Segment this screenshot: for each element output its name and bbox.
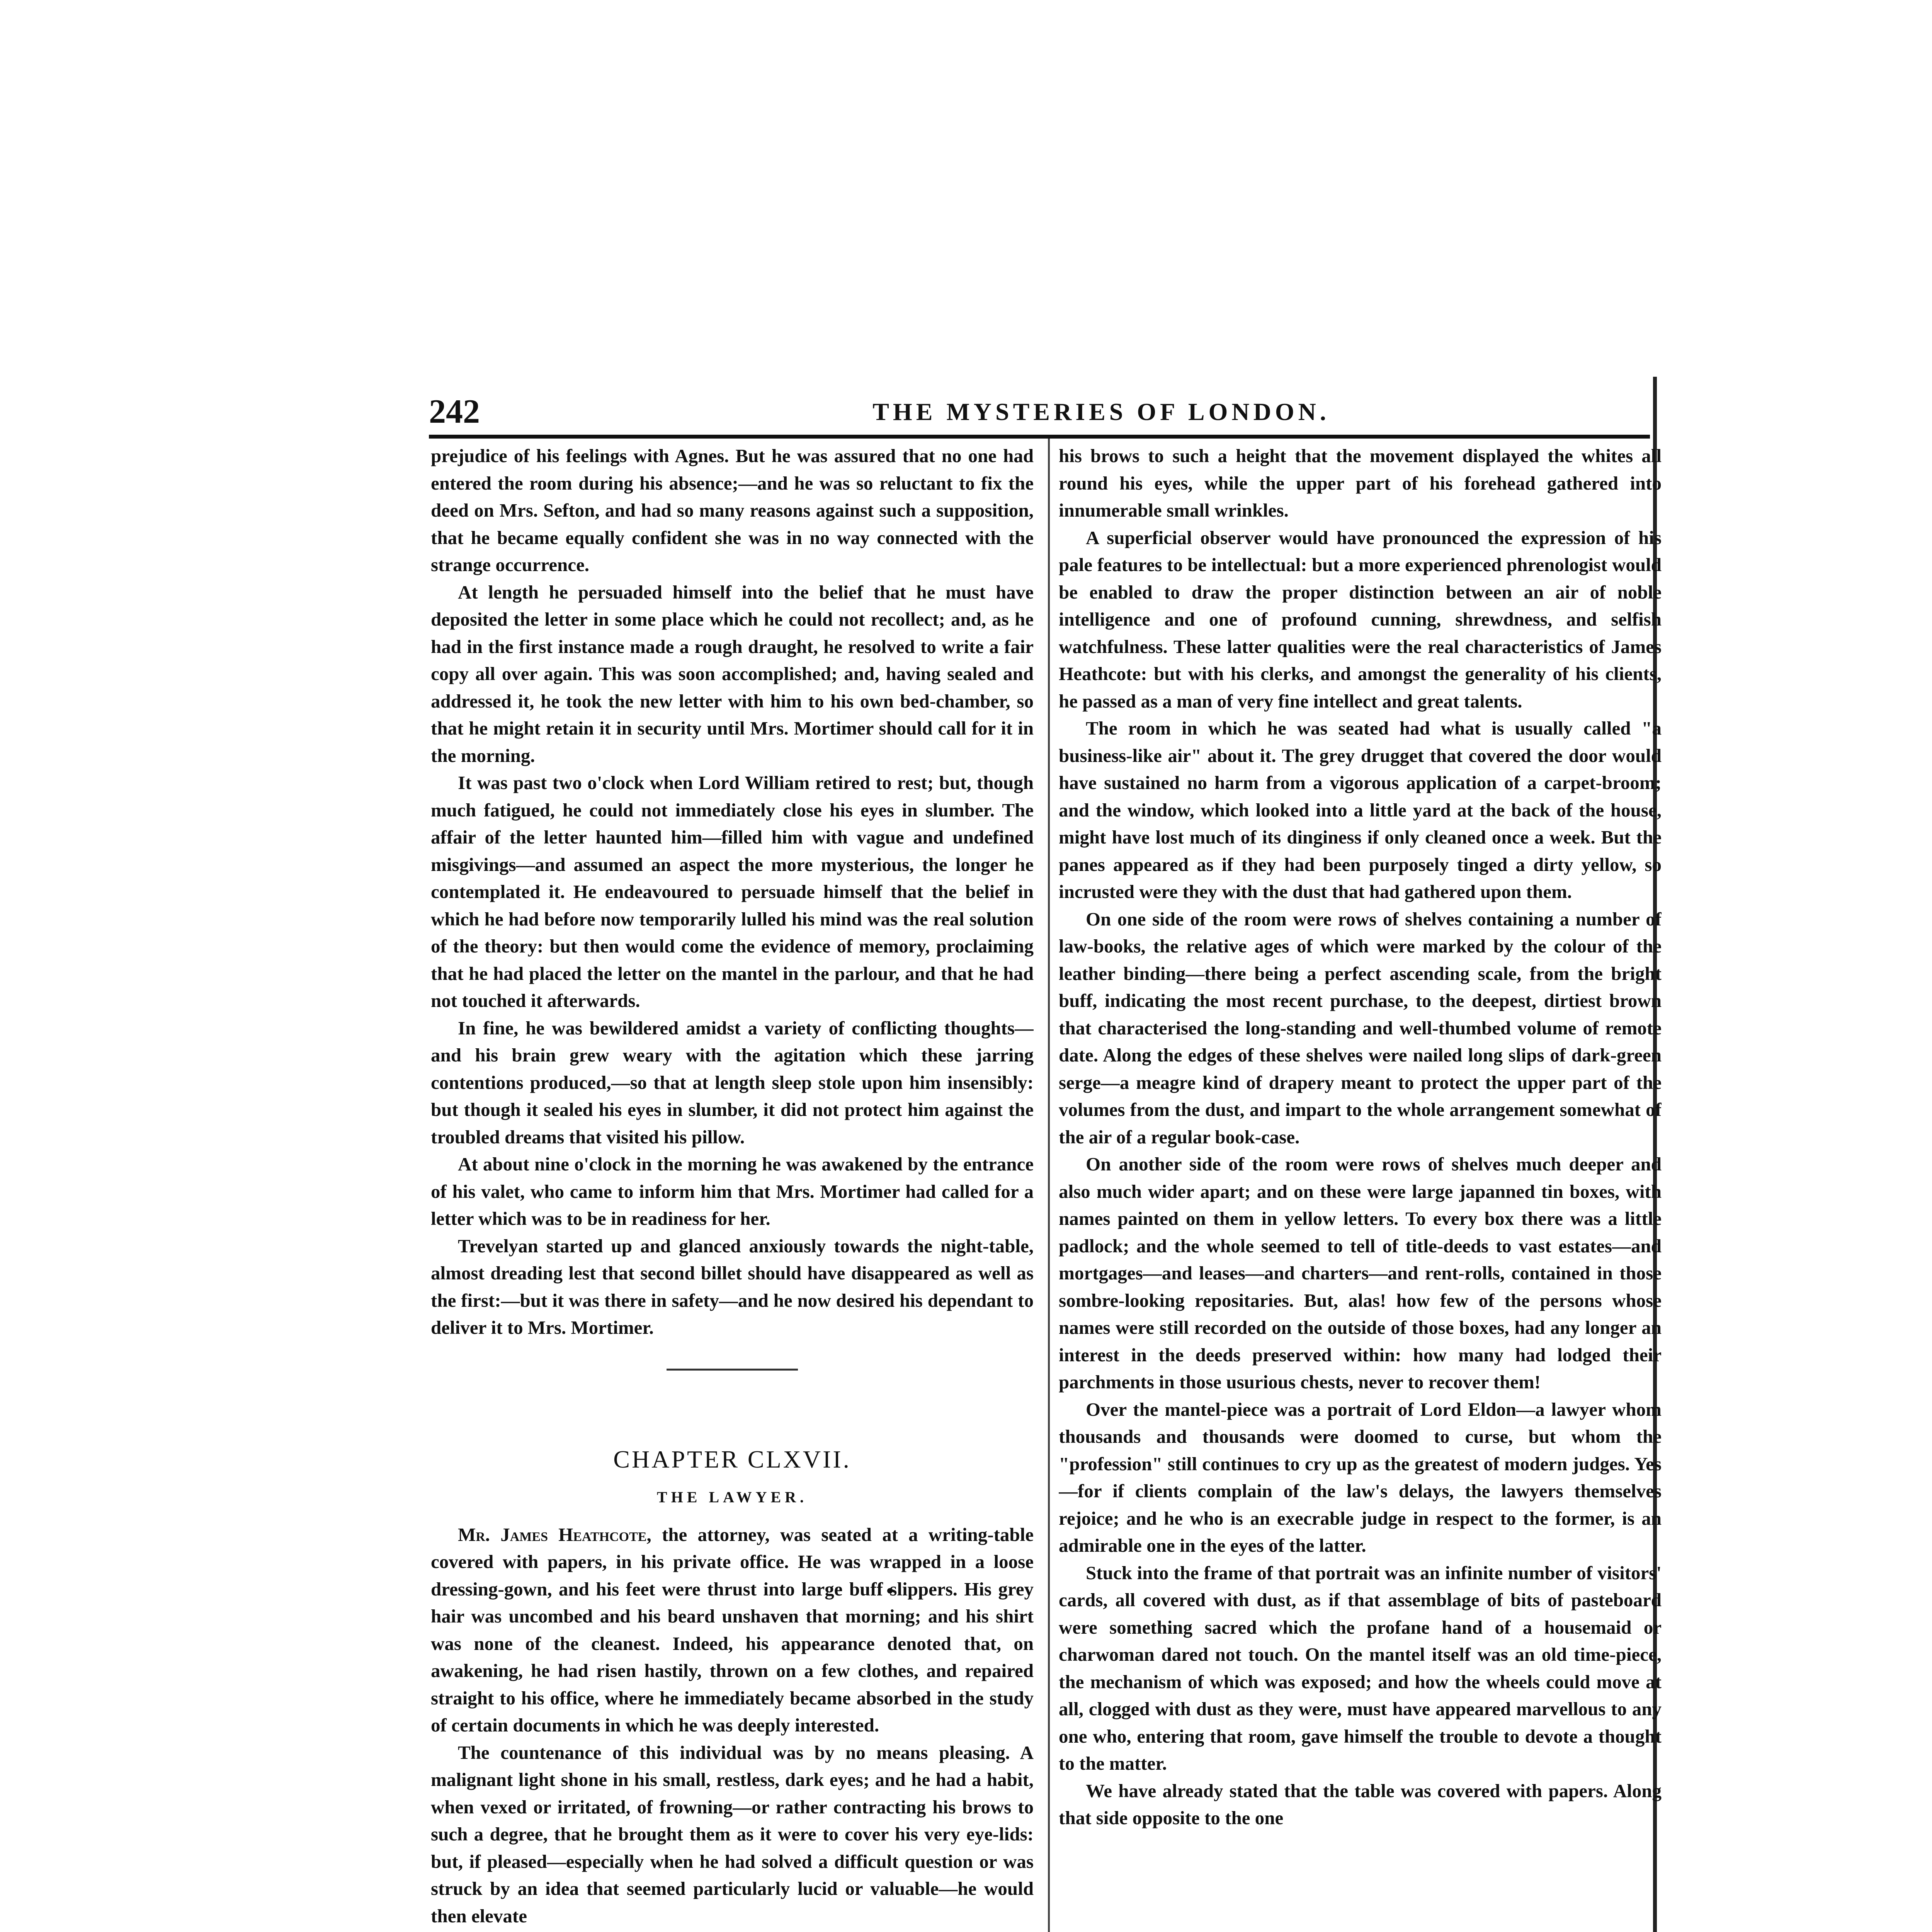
paragraph: On another side of the room were rows of shelves much deeper and also much wider apart; and on these were large japanned tin boxes, with names painted on them in yellow letters. To every box there was a little padlock; and the whole seemed to tell of title-deeds to vast estates—and mortgages—and leases—and charters—and rent-rolls, contained in those sombre-looking repositaries. But, alas! how few of the persons whose names were still recorded on the outside of those boxes, had any longer an interest in the deeds preserved within: how many had lodged their parchments in those usurious chests, never to recover them! xyxy=(1059,1153,1662,1393)
paragraph: We have already stated that the table was covered with papers. Along that side opposite to the one xyxy=(1059,1780,1662,1828)
paragraph: At about nine o'clock in the morning he was awakened by the entrance of his valet, who came to inform him that Mrs. Mortimer had called for a letter which was to be in readiness for her. xyxy=(431,1153,1034,1229)
paragraph-lead: Mr. James Heathcote, xyxy=(458,1524,651,1545)
paragraph: A superficial observer would have pronounced the expression of his pale features to be intellectual: but a more experienced phrenologist would be enabled to draw the proper distinction between an air of noble intelligence and one of profound cunning, shrewdness, and selfish watchfulness. These latter qualities were the real characteristics of James Heathcote: but with his clerks, and amongst the generality of his clients, he passed as a man of very fine intellect and great talents. xyxy=(1059,527,1662,712)
column-divider xyxy=(1048,439,1050,1932)
left-column xyxy=(431,442,1034,1932)
paragraph: At length he persuaded himself into the belief that he must have deposited the letter in some place which he could not recollect; and, as he had in the first instance made a rough draught, he resolved to write a fair copy all over again. This was soon accomplished; and, having sealed and addressed it, he took the new letter with him to his own bed-chamber, so that he might retain it in security until Mrs. Mortimer should call for it in the morning. xyxy=(431,581,1034,766)
paragraph: Over the mantel-piece was a portrait of Lord Eldon—a lawyer whom thousands and thousands were doomed to curse, but whom the "profession" still continues to cry up as the greatest of modern judges. Yes—for if clients complain of the law's delays, the lawyers themselves rejoice; and he who is an execrable judge in respect to the former, is an admirable one in the eyes of the latter. xyxy=(1059,1398,1662,1556)
paragraph: Stuck into the frame of that portrait was an infinite number of visitors' cards, all covered with dust, as if that assemblage of bits of pasteboard were something sacred which the profane hand of a housemaid or charwoman dared not touch. On the mantel itself was an old time-piece, the mechanism of which was exposed; and how the wheels could move at all, clogged with dust as they were, must have appeared marvellous to any one who, entering that room, gave himself the trouble to devote a thought to the matter. xyxy=(1059,1562,1662,1774)
paragraph xyxy=(431,1521,1034,1739)
paragraph-body: the attorney, was seated at a writing-table covered with papers, in his private office. He was wrapped in a loose dressing-gown, and his feet were thrust into large buff slippers. His grey hair was uncombed and his beard unshaven that morning; and his shirt was none of the cleanest. Indeed, his appearance denoted that, on awakening, he had risen hastily, thrown on a few clothes, and repaired straight to his office, where he immediately became absorbed in the study of certain documents in which he was deeply interested. xyxy=(431,1524,1034,1736)
paragraph: his brows to such a height that the movement displayed the whites all round his eyes, while the upper part of his forehead gathered into innumerable small wrinkles. xyxy=(1059,445,1662,521)
chapter-rule xyxy=(667,1369,798,1371)
paragraph: The room in which he was seated had what is usually called "a business-like air" about it. The grey drugget that covered the door would have sustained no harm from a vigorous application of a carpet-broom; and the window, which looked into a little yard at the back of the house, might have lost much of its dinginess if only cleaned once a week. But the panes appeared as if they had been purposely tinged a dirty yellow, so incrusted were they with the dust that had gathered upon them. xyxy=(1059,718,1662,902)
page-number: 242 xyxy=(429,393,480,430)
right-column xyxy=(1059,442,1662,1932)
page-header xyxy=(429,388,1650,439)
chapter-title: CHAPTER CLXVII. xyxy=(613,1445,851,1473)
paragraph: It was past two o'clock when Lord William retired to rest; but, though much fatigued, he could not immediately close his eyes in slumber. The affair of the letter haunted him—filled him with vague and undefined misgivings—and assumed an aspect the more mysterious, the longer he contemplated it. He endeavoured to persuade himself that the belief in which he had before now temporarily lulled his mind was the real solution of the theory: but then would come the evidence of memory, proclaiming that he had placed the letter on the mantel in the parlour, and that he had not touched it afterwards. xyxy=(431,772,1034,1011)
paragraph: On one side of the room were rows of shelves containing a number of law-books, the relative ages of which were marked by the colour of the leather binding—there being a perfect ascending scale, from the bright buff, indicating the most recent purchase, to the deepest, dirtiest brown that characterised the long-standing and well-thumbed volume of remote date. Along the edges of these shelves were nailed long slips of dark-green serge—a meagre kind of drapery meant to protect the upper part of the volumes from the dust, and impart to the whole arrangement somewhat of the air of a regular book-case. xyxy=(1059,908,1662,1148)
paragraph: In fine, he was bewildered amidst a variety of conflicting thoughts—and his brain grew weary with the agitation which these jarring contentions produced,—so that at length sleep stole upon him insensibly: but though it sealed his eyes in slumber, it did not protect him against the troubled dreams that visited his pillow. xyxy=(431,1017,1034,1148)
paragraph: The countenance of this individual was by no means pleasing. A malignant light shone in his small, restless, dark eyes; and he had a habit, when vexed or irritated, of frowning—or rather contracting his brows to such a degree, that he brought them as it were to cover his very eye-lids: but, if pleased—especially when he had solved a difficult question or was struck by an idea that seemed particularly lucid or valuable—he would then elevate xyxy=(431,1742,1034,1927)
running-title: THE MYSTERIES OF LONDON. xyxy=(872,398,1330,425)
chapter-subtitle: THE LAWYER. xyxy=(656,1488,808,1506)
paragraph: prejudice of his feelings with Agnes. But he was assured that no one had entered the room during his absence;—and he was so reluctant to fix the deed on Mrs. Sefton, and had so many reasons against such a supposition, that he became equally confident she was in no way connected with the strange occurrence. xyxy=(431,445,1034,575)
paragraph: Trevelyan started up and glanced anxiously towards the night-table, almost dreading lest that second billet should have disappeared as well as the first:—but it was there in safety—and he now desired his dependant to deliver it to Mrs. Mortimer. xyxy=(431,1235,1034,1338)
